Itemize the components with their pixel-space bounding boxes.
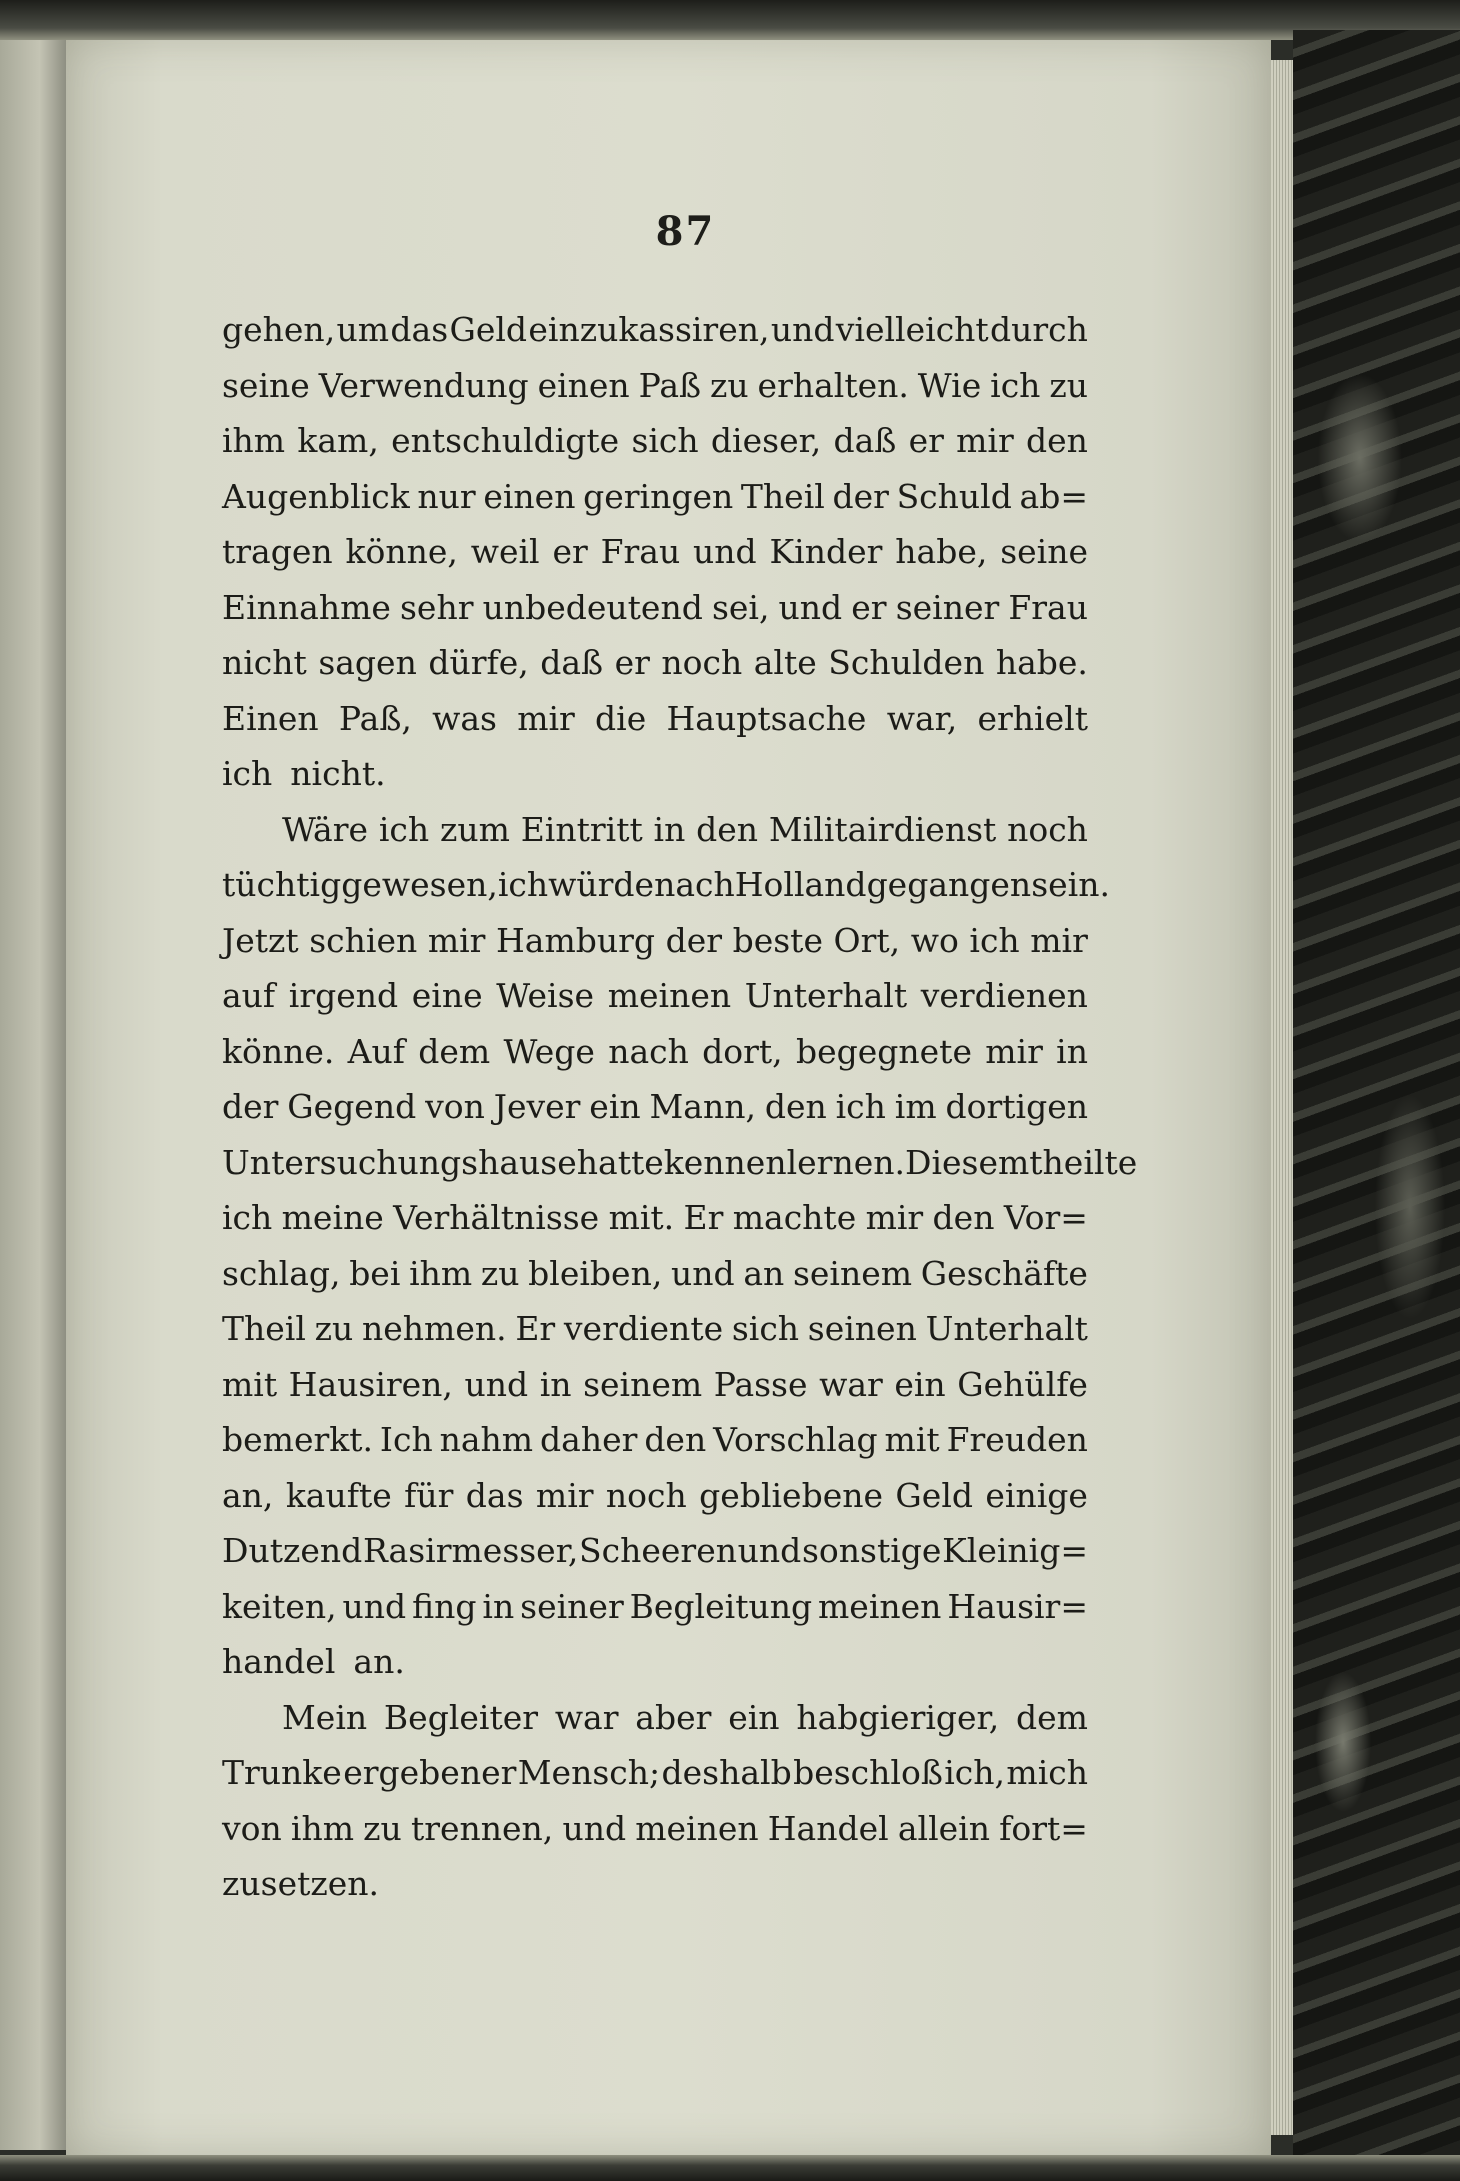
word: nur — [417, 476, 476, 516]
word: geringen — [583, 476, 734, 516]
text-line — [222, 1468, 1088, 1524]
text-line — [222, 1690, 1088, 1746]
word: Jetzt — [222, 920, 299, 960]
page-stack-edge — [1271, 60, 1293, 2135]
word: ich — [497, 865, 549, 904]
word: Hamburg — [496, 920, 656, 960]
word: Handel — [767, 1808, 889, 1848]
word: meinen — [818, 1586, 942, 1626]
word: entschuldigte — [391, 421, 620, 460]
text-line — [222, 1246, 1088, 1302]
word: mir — [1030, 920, 1088, 960]
word: Kleinig= — [942, 1531, 1088, 1570]
text-line — [222, 1135, 1138, 1191]
word: und — [562, 1808, 627, 1848]
word: den — [1026, 421, 1088, 460]
text-line — [222, 802, 1088, 858]
text-line — [222, 857, 1110, 913]
word: zu — [314, 1309, 354, 1348]
text-line — [222, 580, 1088, 636]
word: Schuld — [896, 476, 1012, 516]
word: in — [482, 1586, 515, 1626]
word: mir — [865, 1198, 924, 1237]
word: könne. — [222, 1031, 335, 1071]
word: Wie — [917, 365, 982, 405]
word: Gehülfe — [957, 1364, 1088, 1404]
word: Hausir= — [947, 1586, 1088, 1626]
word: meine — [281, 1198, 384, 1237]
word: unbedeutend — [482, 587, 703, 627]
word: sonstige — [801, 1531, 942, 1570]
word: kaufte — [285, 1475, 392, 1515]
word: zusetzen. — [222, 1864, 380, 1903]
word: lernen. — [786, 1142, 905, 1182]
text-line — [222, 1634, 1088, 1690]
word: nicht. — [290, 754, 386, 793]
word: nach — [654, 865, 735, 904]
text-line — [222, 1024, 1088, 1080]
word: Unterhalt — [925, 1309, 1088, 1348]
word: einen — [483, 476, 576, 516]
word: erhielt — [977, 698, 1088, 738]
word: seinen — [807, 1309, 917, 1348]
text-line — [222, 1190, 1088, 1246]
text-line — [222, 358, 1088, 414]
word: deshalb — [661, 1753, 792, 1792]
word: der — [832, 476, 889, 516]
word: an. — [353, 1642, 405, 1681]
word: nach — [608, 1031, 689, 1071]
word: mir — [517, 698, 575, 738]
word: zum — [439, 809, 510, 849]
word: aber — [635, 1697, 712, 1737]
text-line — [222, 1801, 1088, 1857]
word: schlag, — [222, 1253, 341, 1293]
word: Theil — [740, 476, 825, 516]
word: nehmen. — [361, 1309, 507, 1348]
text-line — [222, 968, 1088, 1024]
word: verdiente — [563, 1309, 724, 1348]
word: Auf — [347, 1031, 405, 1071]
word: wo — [910, 920, 959, 960]
word: bei — [349, 1253, 401, 1293]
text-line — [222, 469, 1088, 525]
word: würde — [548, 865, 655, 904]
word: tüchtig — [222, 865, 342, 904]
word: ihm — [290, 1808, 355, 1848]
word: einen — [537, 365, 630, 405]
word: und — [737, 1531, 802, 1570]
word: für — [404, 1475, 454, 1515]
body-text — [222, 302, 1138, 1912]
word: Verwendung — [318, 365, 529, 405]
word: daher — [540, 1420, 638, 1459]
word: fing — [412, 1586, 477, 1626]
word: weil — [470, 532, 540, 571]
word: mit — [884, 1420, 940, 1459]
word: noch — [661, 643, 743, 682]
text-line — [222, 524, 1088, 580]
word: das — [465, 1475, 524, 1515]
word: könne, — [345, 532, 458, 571]
word: dürfe, — [428, 643, 529, 682]
word: gehen, — [222, 310, 336, 349]
word: Begleitung — [629, 1586, 813, 1626]
word: und — [778, 587, 843, 627]
word: war — [819, 1364, 883, 1404]
word: dortigen — [945, 1087, 1088, 1126]
text-line — [222, 1579, 1088, 1635]
word: Mensch; — [517, 1753, 661, 1792]
word: Verhältnisse — [393, 1198, 600, 1237]
word: Begleiter — [383, 1697, 539, 1737]
word: gewesen, — [341, 865, 498, 904]
word: Hausiren, — [288, 1364, 453, 1404]
word: ich — [835, 1087, 886, 1126]
word: erhalten. — [757, 365, 909, 405]
text-line — [222, 746, 1088, 802]
word: mir — [956, 421, 1014, 460]
word: in — [1056, 1031, 1088, 1071]
word: er — [851, 587, 887, 627]
word: war, — [886, 698, 958, 738]
word: seiner — [520, 1586, 624, 1626]
word: Rasirmesser, — [362, 1531, 579, 1570]
word: sei, — [711, 587, 770, 627]
word: ab= — [1019, 476, 1088, 516]
word: Freuden — [946, 1420, 1088, 1459]
word: dort, — [702, 1031, 783, 1071]
word: er — [552, 532, 588, 571]
word: kam, — [297, 421, 379, 460]
word: Unterhalt — [744, 976, 908, 1015]
word: und — [671, 1253, 735, 1293]
word: einzukassiren, — [528, 310, 770, 349]
word: allein — [897, 1808, 990, 1848]
word: mich — [1006, 1753, 1088, 1792]
word: Mein — [282, 1697, 368, 1737]
word: seine — [222, 365, 310, 405]
word: dem — [418, 1031, 491, 1071]
word: Paß — [638, 365, 702, 405]
word: der — [222, 1087, 279, 1126]
text-line — [222, 1856, 1088, 1912]
marbled-cover — [1293, 30, 1460, 2170]
word: Schulden — [828, 643, 985, 682]
word: Augenblick — [222, 476, 410, 516]
text-line — [222, 1079, 1088, 1135]
word: Wäre — [282, 809, 369, 849]
word: den — [764, 1087, 827, 1126]
word: Paß, — [338, 698, 412, 738]
word: an, — [222, 1475, 274, 1515]
text-line — [222, 302, 1088, 358]
word: habe. — [995, 643, 1088, 682]
word: das — [390, 310, 449, 349]
word: Geschäfte — [920, 1253, 1088, 1293]
text-line — [222, 1412, 1088, 1468]
word: habe, — [895, 532, 988, 571]
text-line — [222, 1745, 1088, 1801]
word: mir — [985, 1031, 1043, 1071]
word: Hauptsache — [666, 698, 867, 738]
word: mit. — [608, 1198, 675, 1237]
word: eine — [411, 976, 483, 1015]
word: Trunke — [222, 1753, 342, 1792]
word: ich — [969, 920, 1020, 960]
word: Frau — [600, 532, 681, 571]
word: Diesem — [904, 1142, 1030, 1182]
word: Geld — [449, 310, 528, 349]
word: fort= — [999, 1808, 1088, 1848]
word: mir — [535, 1475, 594, 1515]
word: und — [770, 310, 835, 349]
word: dem — [1015, 1697, 1088, 1737]
word: seine — [1000, 532, 1088, 571]
word: irgend — [288, 976, 399, 1015]
word: noch — [1007, 809, 1088, 849]
word: ich, — [944, 1753, 1006, 1792]
word: ich — [378, 809, 430, 849]
text-line — [222, 1301, 1088, 1357]
word: zu — [1049, 365, 1088, 405]
word: verdienen — [920, 976, 1088, 1015]
word: Militairdienst — [768, 809, 997, 849]
word: meinen — [607, 976, 732, 1015]
scan-bottom-edge — [0, 2155, 1460, 2181]
word: den — [644, 1420, 707, 1459]
word: was — [432, 698, 497, 738]
word: trennen, — [410, 1808, 554, 1848]
word: Mann, — [649, 1087, 756, 1126]
word: ergebener — [343, 1753, 517, 1792]
word: Eintritt — [520, 809, 643, 849]
text-line — [222, 1357, 1088, 1413]
scan-top-edge — [0, 0, 1460, 40]
word: gebliebene — [699, 1475, 884, 1515]
word: er — [908, 421, 944, 460]
page-number: 87 — [655, 208, 716, 255]
word: habgieriger, — [796, 1697, 1000, 1737]
word: Untersuchungshause — [222, 1142, 577, 1182]
word: durch — [990, 310, 1088, 349]
word: keiten, — [222, 1586, 337, 1626]
word: den — [932, 1198, 995, 1237]
word: ein — [894, 1364, 946, 1404]
word: war — [554, 1697, 619, 1737]
word: seinem — [583, 1364, 703, 1404]
word: einige — [985, 1475, 1088, 1515]
word: tragen — [222, 532, 333, 571]
word: mir — [427, 920, 486, 960]
word: Er — [683, 1198, 724, 1237]
word: begegnete — [795, 1031, 972, 1071]
word: an — [743, 1253, 785, 1293]
word: zu — [363, 1808, 402, 1848]
word: um — [336, 310, 390, 349]
word: Gegend — [287, 1087, 417, 1126]
word: sehr — [400, 587, 474, 627]
word: Scheeren — [579, 1531, 737, 1570]
word: theilte — [1029, 1142, 1138, 1182]
word: Holland — [734, 865, 867, 904]
word: ihm — [409, 1253, 473, 1293]
word: Frau — [1008, 587, 1088, 627]
word: nicht — [222, 643, 307, 682]
word: dieser, — [710, 421, 822, 460]
word: Theil — [222, 1309, 306, 1348]
word: ich — [222, 1198, 273, 1237]
word: bemerkt. — [222, 1420, 373, 1459]
word: seinem — [792, 1253, 913, 1293]
text-line — [222, 1523, 1088, 1579]
word: nahm — [439, 1420, 534, 1459]
word: im — [894, 1087, 937, 1126]
word: in — [539, 1364, 572, 1404]
word: kennen — [663, 1142, 787, 1182]
word: ihm — [222, 421, 286, 460]
text-line — [222, 913, 1088, 969]
word: ich — [990, 365, 1041, 405]
word: alte — [753, 643, 817, 682]
word: beschloß — [793, 1753, 943, 1792]
word: sagen — [318, 643, 417, 682]
word: ein — [589, 1087, 641, 1126]
word: zu — [709, 365, 749, 405]
word: noch — [605, 1475, 687, 1515]
word: gegangen — [866, 865, 1032, 904]
word: machte — [732, 1198, 857, 1237]
word: meinen — [635, 1808, 759, 1848]
word: von — [425, 1087, 485, 1126]
word: Geld — [895, 1475, 973, 1515]
word: Jever — [493, 1087, 581, 1126]
word: von — [222, 1808, 282, 1848]
word: Dutzend — [222, 1531, 363, 1570]
word: auf — [222, 976, 276, 1015]
word: Weise — [496, 976, 595, 1015]
word: Vorschlag — [713, 1420, 878, 1459]
word: und — [693, 532, 757, 571]
word: daß — [540, 643, 604, 682]
word: Wege — [503, 1031, 595, 1071]
word: Einen — [222, 698, 319, 738]
word: Ich — [379, 1420, 433, 1459]
word: Er — [515, 1309, 556, 1348]
word: sein. — [1031, 865, 1110, 904]
word: Vor= — [1003, 1198, 1088, 1237]
word: den — [696, 809, 759, 849]
word: vielleicht — [835, 310, 989, 349]
word: ich — [222, 754, 273, 793]
word: der — [665, 920, 723, 960]
word: bleiben, — [528, 1253, 663, 1293]
word: Einnahme — [222, 587, 391, 627]
text-line — [222, 635, 1088, 691]
word: seiner — [895, 587, 1000, 627]
word: zu — [480, 1253, 520, 1293]
word: und — [464, 1364, 529, 1404]
text-line — [222, 691, 1088, 747]
word: Passe — [713, 1364, 808, 1404]
word: er — [614, 643, 650, 682]
word: ein — [728, 1697, 780, 1737]
word: sich — [731, 1309, 800, 1348]
word: Ort, — [833, 920, 901, 960]
word: handel — [222, 1642, 336, 1681]
word: schien — [309, 920, 418, 960]
word: sich — [631, 421, 699, 460]
word: beste — [732, 920, 823, 960]
word: mit — [222, 1364, 278, 1404]
word: die — [595, 698, 647, 738]
word: und — [342, 1586, 407, 1626]
facing-page-edge — [0, 40, 66, 2150]
word: Kinder — [769, 532, 883, 571]
word: in — [653, 809, 686, 849]
word: hatte — [576, 1142, 664, 1182]
word: daß — [833, 421, 897, 460]
text-line — [222, 413, 1088, 469]
